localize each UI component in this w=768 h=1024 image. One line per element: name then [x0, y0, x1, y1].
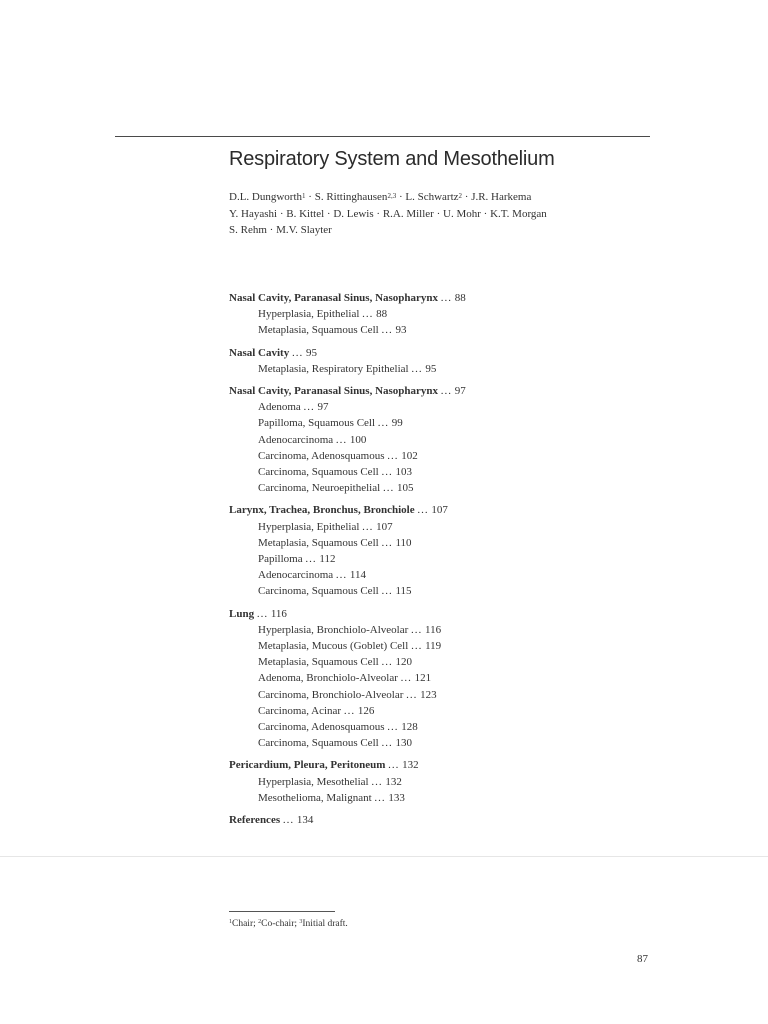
- header-rule: [115, 136, 650, 137]
- leader-dots: ...: [417, 504, 429, 517]
- leader-dots: ...: [381, 324, 393, 337]
- toc-item-label: Metaplasia, Mucous (Goblet) Cell: [258, 640, 409, 653]
- author-separator: ·: [396, 191, 406, 203]
- toc-item: [229, 535, 629, 551]
- author-separator: ·: [373, 207, 383, 220]
- toc-heading-page: 134: [296, 814, 314, 827]
- toc-item: [229, 322, 629, 338]
- leader-dots: ...: [256, 607, 269, 620]
- author-separator: ·: [462, 191, 472, 203]
- author-name: D.L. Dungworth: [229, 191, 303, 203]
- leader-dots: ...: [381, 656, 393, 669]
- author-name: B. Kittel: [286, 207, 325, 220]
- author-name: K.T. Morgan: [490, 207, 547, 220]
- toc-section: [229, 757, 629, 806]
- page-number: 87: [637, 953, 648, 965]
- footnote-mark: 1: [229, 919, 232, 925]
- leader-dots: ...: [343, 704, 356, 717]
- toc-item: [229, 361, 629, 377]
- toc-item: [229, 719, 629, 735]
- leader-dots: ...: [374, 791, 386, 804]
- toc-item-page: 110: [395, 536, 412, 549]
- toc-item: [229, 735, 629, 751]
- toc-item-page: 130: [395, 737, 412, 750]
- toc-item-label: Hyperplasia, Bronchiolo-Alveolar: [258, 623, 409, 636]
- toc-section: [229, 502, 629, 599]
- toc-item: [229, 551, 629, 567]
- author-separator: ·: [305, 191, 315, 203]
- footnote-mark: 2: [258, 919, 262, 925]
- toc-item-page: 112: [319, 553, 336, 566]
- author-separator: ·: [480, 207, 491, 220]
- toc-item-label: Hyperplasia, Epithelial: [258, 308, 360, 321]
- toc-item-label: Carcinoma, Neuroepithelial: [258, 482, 381, 495]
- toc-item-page: 93: [395, 324, 407, 337]
- author-name: R.A. Miller: [382, 207, 434, 220]
- toc-item-label: Metaplasia, Respiratory Epithelial: [258, 362, 409, 375]
- leader-dots: ...: [335, 569, 348, 582]
- leader-dots: ...: [440, 292, 453, 304]
- toc-item-label: Adenoma, Bronchiolo-Alveolar: [258, 672, 398, 685]
- leader-dots: ...: [411, 362, 423, 375]
- toc-item-label: Metaplasia, Squamous Cell: [258, 324, 379, 337]
- footnote-text: Co-chair;: [261, 919, 300, 929]
- leader-dots: ...: [381, 585, 393, 598]
- page-divider: [0, 856, 768, 857]
- toc-item-label: Carcinoma, Squamous Cell: [258, 585, 379, 598]
- author-name: L. Schwartz: [405, 191, 459, 203]
- toc-item-label: Carcinoma, Squamous Cell: [258, 737, 379, 750]
- toc-item-page: 115: [395, 585, 412, 598]
- toc-item-label: Adenocarcinoma: [258, 569, 334, 582]
- toc-item: [229, 519, 629, 535]
- toc-heading-label: Nasal Cavity, Paranasal Sinus, Nasopharynx: [229, 385, 439, 398]
- author-name: D. Lewis: [333, 207, 374, 220]
- toc-item-label: Carcinoma, Acinar: [258, 704, 342, 717]
- leader-dots: ...: [411, 623, 423, 636]
- toc-item-page: 121: [414, 672, 432, 685]
- author-name: Y. Hayashi: [229, 207, 278, 220]
- toc-section: [229, 812, 629, 828]
- toc-item-label: Mesothelioma, Malignant: [258, 791, 372, 804]
- toc-heading: [229, 502, 629, 518]
- leader-dots: ...: [303, 401, 315, 414]
- leader-dots: ...: [388, 759, 400, 772]
- toc-item: [229, 583, 629, 599]
- toc-item-label: Adenoma: [258, 401, 301, 414]
- toc-item-page: 95: [425, 362, 437, 375]
- toc-section: [229, 290, 629, 339]
- toc-item-label: Carcinoma, Adenosquamous: [258, 449, 385, 462]
- toc-section: [229, 345, 629, 377]
- author-separator: ·: [433, 207, 444, 220]
- author-separator: ·: [324, 207, 334, 220]
- toc-heading-page: 116: [270, 607, 287, 620]
- leader-dots: ...: [440, 385, 453, 398]
- chapter-title: Respiratory System and Mesothelium: [229, 148, 555, 170]
- toc-item-page: 123: [420, 688, 437, 701]
- toc-item-page: 99: [391, 417, 403, 430]
- toc-heading-label: Larynx, Trachea, Bronchus, Bronchiole: [229, 504, 415, 517]
- toc-item: [229, 774, 629, 790]
- leader-dots: ...: [305, 553, 317, 566]
- toc-item-label: Carcinoma, Adenosquamous: [258, 721, 385, 734]
- toc-heading: [229, 757, 629, 773]
- toc-item: [229, 415, 629, 431]
- author-name: M.V. Slayter: [276, 224, 332, 236]
- toc-item-page: 107: [376, 520, 393, 533]
- leader-dots: ...: [387, 449, 399, 462]
- toc-item: [229, 464, 629, 480]
- leader-dots: ...: [387, 721, 399, 734]
- leader-dots: ...: [377, 417, 390, 430]
- toc-item: [229, 670, 629, 686]
- author-name: U. Mohr: [443, 207, 481, 220]
- toc-heading-label: Pericardium, Pleura, Peritoneum: [229, 759, 386, 772]
- toc-item: [229, 399, 629, 415]
- toc-section: [229, 383, 629, 496]
- toc-item-label: Papilloma: [258, 553, 303, 566]
- author-separator: ·: [277, 207, 287, 220]
- toc-item-page: 103: [395, 466, 412, 479]
- toc-item: [229, 654, 629, 670]
- leader-dots: ...: [362, 308, 374, 321]
- toc-item-page: 100: [349, 433, 367, 446]
- author-affiliation-mark: 2: [458, 192, 463, 200]
- leader-dots: ...: [382, 482, 395, 495]
- leader-dots: ...: [400, 672, 412, 685]
- toc-heading-page: 107: [431, 504, 448, 517]
- toc-item-label: Hyperplasia, Epithelial: [258, 520, 360, 533]
- leader-dots: ...: [371, 775, 383, 788]
- toc-item: [229, 306, 629, 322]
- toc-item-label: Hyperplasia, Mesothelial: [258, 775, 369, 788]
- leader-dots: ...: [282, 814, 295, 827]
- toc-item-label: Metaplasia, Squamous Cell: [258, 536, 379, 549]
- author-name: S. Rehm: [229, 224, 267, 236]
- author-separator: ·: [266, 224, 277, 236]
- toc-heading-label: Nasal Cavity, Paranasal Sinus, Nasopharynx: [229, 292, 439, 304]
- toc-heading: [229, 383, 629, 399]
- leader-dots: ...: [406, 688, 418, 701]
- toc-item-page: 128: [401, 721, 418, 734]
- leader-dots: ...: [411, 640, 423, 653]
- toc-item-page: 88: [376, 308, 388, 321]
- toc-item: [229, 687, 629, 703]
- footnote: [229, 919, 348, 929]
- leader-dots: ...: [335, 433, 348, 446]
- toc-heading: [229, 606, 629, 622]
- toc-heading-label: References: [229, 814, 281, 827]
- toc-item: [229, 622, 629, 638]
- footnote-rule: [229, 911, 335, 912]
- toc-item-page: 116: [425, 623, 442, 636]
- leader-dots: ...: [381, 466, 393, 479]
- toc-item-page: 97: [317, 401, 329, 414]
- toc-item-page: 133: [388, 791, 405, 804]
- toc-heading-page: 88: [454, 292, 466, 304]
- leader-dots: ...: [381, 536, 393, 549]
- toc-item-label: Metaplasia, Squamous Cell: [258, 656, 379, 669]
- toc-item-label: Papilloma, Squamous Cell: [258, 417, 376, 430]
- leader-dots: ...: [362, 520, 374, 533]
- author-affiliation-mark: 1: [302, 192, 306, 200]
- toc-item: [229, 480, 629, 496]
- leader-dots: ...: [291, 346, 304, 359]
- toc-heading-label: Lung: [229, 607, 255, 620]
- toc-item: [229, 567, 629, 583]
- toc-item-label: Carcinoma, Squamous Cell: [258, 466, 379, 479]
- toc-item-page: 132: [385, 775, 402, 788]
- toc-item-label: Carcinoma, Bronchiolo-Alveolar: [258, 688, 404, 701]
- author-line: [229, 189, 629, 206]
- author-line: [229, 206, 629, 223]
- toc-item-page: 105: [396, 482, 414, 495]
- toc-item: [229, 790, 629, 806]
- table-of-contents: [229, 290, 629, 834]
- footnote-text: Initial draft.: [302, 919, 348, 929]
- toc-heading-page: 95: [305, 346, 317, 359]
- toc-item-page: 120: [395, 656, 412, 669]
- toc-item: [229, 448, 629, 464]
- toc-section: [229, 606, 629, 752]
- toc-item: [229, 703, 629, 719]
- toc-heading-page: 132: [402, 759, 419, 772]
- toc-heading: [229, 345, 629, 361]
- toc-heading-page: 97: [454, 385, 466, 398]
- toc-item-page: 102: [401, 449, 418, 462]
- footnote-mark: 3: [299, 919, 303, 925]
- toc-item: [229, 432, 629, 448]
- toc-item-page: 126: [357, 704, 375, 717]
- author-list: [229, 189, 629, 239]
- footnote-text: Chair;: [232, 919, 259, 929]
- author-name: S. Rittinghausen: [314, 191, 388, 203]
- leader-dots: ...: [381, 737, 393, 750]
- author-name: J.R. Harkema: [471, 191, 532, 203]
- toc-item: [229, 638, 629, 654]
- toc-item-page: 119: [425, 640, 442, 653]
- author-affiliation-mark: 2,3: [387, 192, 397, 200]
- toc-heading-label: Nasal Cavity: [229, 346, 290, 359]
- toc-heading: [229, 812, 629, 828]
- toc-heading: [229, 290, 629, 306]
- toc-item-page: 114: [349, 569, 366, 582]
- author-line: [229, 222, 629, 239]
- toc-item-label: Adenocarcinoma: [258, 433, 334, 446]
